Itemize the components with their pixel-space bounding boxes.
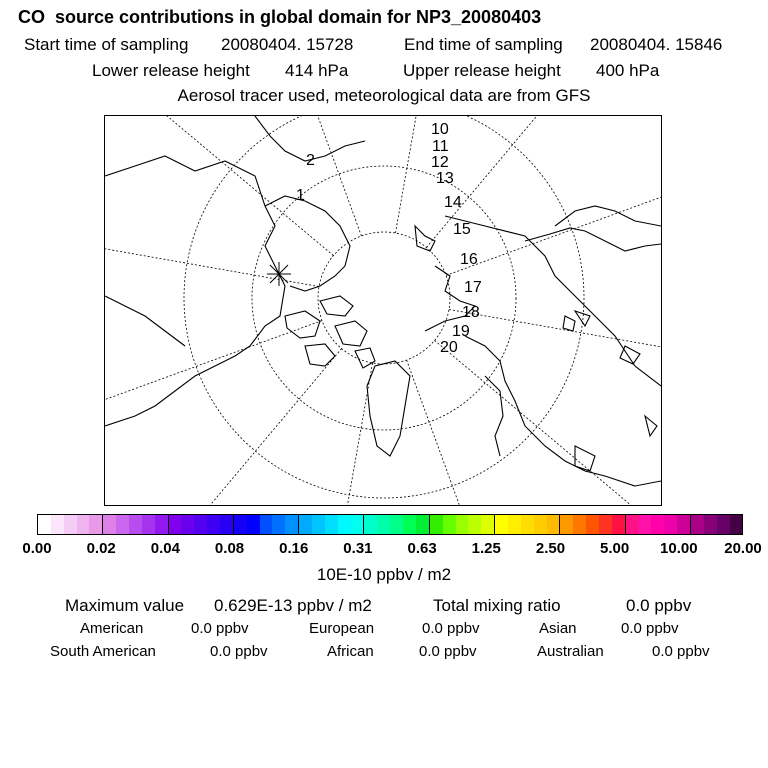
colorbar-swatch: [364, 515, 377, 534]
colorbar-swatch: [416, 515, 430, 534]
colorbar-swatch: [495, 515, 508, 534]
colorbar-swatch: [691, 515, 704, 534]
traj-label-10: 10: [431, 121, 449, 138]
colorbar-tick-label: 20.00: [724, 540, 762, 557]
colorbar-swatch: [430, 515, 443, 534]
tracer-note: Aerosol tracer used, meteorological data are from GFS: [177, 86, 591, 105]
traj-label-1: 1: [296, 187, 305, 204]
colorbar-swatch: [664, 515, 677, 534]
region-asian-value: 0.0 ppbv: [621, 620, 679, 637]
colorbar-swatch: [573, 515, 586, 534]
colorbar-swatch: [599, 515, 612, 534]
colorbar-swatch: [717, 515, 730, 534]
upper-height-value: 400 hPa: [596, 61, 660, 80]
meridian-line: [105, 321, 322, 504]
total-mixing-label: Total mixing ratio: [433, 596, 561, 615]
meridian-line: [105, 349, 342, 505]
region-australian-label: Australian: [537, 643, 604, 660]
colorbar-swatch: [51, 515, 64, 534]
lower-height-value: 414 hPa: [285, 61, 349, 80]
colorbar-tick-label: 0.04: [150, 540, 180, 557]
colorbar-tick-label: 1.25: [471, 540, 501, 557]
colorbar-swatch: [468, 515, 481, 534]
traj-label-13: 13: [436, 170, 454, 187]
colorbar-tick-label: 10.00: [660, 540, 698, 557]
colorbar-swatch: [338, 515, 351, 534]
colorbar-swatch: [285, 515, 299, 534]
colorbar-swatch: [299, 515, 312, 534]
colorbar-swatch: [443, 515, 456, 534]
colorbar-swatch: [481, 515, 495, 534]
colorbar-swatch: [325, 515, 338, 534]
region-american-label: American: [80, 620, 144, 637]
plot-title: CO source contributions in global domain for NP3_20080403: [18, 7, 542, 27]
colorbar-swatch: [508, 515, 521, 534]
end-time-label: End time of sampling: [404, 35, 563, 54]
colorbar-tick-label: 0.02: [86, 540, 116, 557]
meridian-line: [105, 116, 333, 256]
colorbar-swatch: [234, 515, 247, 534]
colorbar-units: 10E-10 ppbv / m2: [316, 565, 452, 584]
latitude-circles: [184, 116, 584, 498]
colorbar-swatch: [260, 515, 273, 534]
colorbar-swatch: [272, 515, 285, 534]
traj-label-2: 2: [306, 152, 315, 169]
meridian-line: [407, 360, 590, 505]
meridian-line: [105, 194, 319, 287]
meridian-line: [435, 340, 661, 505]
upper-height-label: Upper release height: [403, 61, 561, 80]
colorbar-swatch: [64, 515, 77, 534]
colorbar-swatch: [207, 515, 220, 534]
colorbar-swatch: [103, 515, 116, 534]
colorbar-swatch: [38, 515, 51, 534]
colorbar-swatch: [312, 515, 325, 534]
colorbar-swatch: [351, 515, 365, 534]
region-american-value: 0.0 ppbv: [191, 620, 249, 637]
colorbar-swatch: [77, 515, 90, 534]
release-star-icon: [267, 262, 291, 286]
colorbar-swatch: [403, 515, 416, 534]
traj-label-11: 11: [432, 138, 449, 155]
colorbar-swatch: [560, 515, 573, 534]
colorbar-tick-label: 0.00: [22, 540, 52, 557]
region-european-label: European: [309, 620, 375, 637]
colorbar-swatch: [586, 515, 599, 534]
lower-height-label: Lower release height: [92, 61, 250, 80]
colorbar-swatch: [456, 515, 469, 534]
colorbar-swatch: [116, 515, 129, 534]
max-value-label: Maximum value: [65, 596, 185, 615]
colorbar-swatch: [639, 515, 652, 534]
colorbar: [37, 514, 743, 535]
region-asian-label: Asian: [539, 620, 577, 637]
colorbar-swatch: [704, 515, 717, 534]
coastlines: [105, 116, 661, 486]
region-australian-value: 0.0 ppbv: [652, 643, 710, 660]
traj-label-20: 20: [440, 339, 458, 356]
traj-label-14: 14: [444, 194, 462, 211]
region-african-value: 0.0 ppbv: [419, 643, 477, 660]
colorbar-swatch: [247, 515, 260, 534]
end-time-value: 20080404. 15846: [590, 35, 723, 54]
region-european-value: 0.0 ppbv: [422, 620, 480, 637]
colorbar-swatch: [547, 515, 561, 534]
colorbar-tick-label: 0.16: [279, 540, 309, 557]
colorbar-swatch: [89, 515, 103, 534]
colorbar-swatch: [651, 515, 664, 534]
colorbar-swatch: [677, 515, 691, 534]
colorbar-tick-label: 0.31: [343, 540, 373, 557]
colorbar-swatch: [626, 515, 639, 534]
traj-label-18: 18: [462, 304, 480, 321]
colorbar-swatch: [730, 515, 743, 534]
region-south-american-label: South American: [50, 643, 156, 660]
colorbar-swatch: [142, 515, 155, 534]
meridian-line: [446, 116, 661, 275]
colorbar-swatch: [129, 515, 142, 534]
colorbar-swatch: [181, 515, 194, 534]
colorbar-swatch: [377, 515, 390, 534]
max-value: 0.629E-13 ppbv / m2: [214, 596, 372, 615]
start-time-value: 20080404. 15728: [221, 35, 354, 54]
region-south-american-value: 0.0 ppbv: [210, 643, 268, 660]
traj-label-12: 12: [431, 154, 449, 171]
traj-label-19: 19: [452, 323, 470, 340]
meridian-line: [449, 309, 661, 402]
colorbar-tick-label: 0.08: [214, 540, 245, 557]
meridians: [105, 116, 661, 505]
traj-label-15: 15: [453, 221, 471, 238]
meridian-line: [280, 363, 373, 505]
start-time-label: Start time of sampling: [24, 35, 189, 54]
traj-label-16: 16: [460, 251, 478, 268]
polar-map: [104, 115, 662, 506]
colorbar-swatch: [194, 515, 207, 534]
colorbar-tick-label: 0.63: [407, 540, 437, 557]
colorbar-swatch: [169, 515, 182, 534]
colorbar-swatch: [612, 515, 626, 534]
colorbar-swatch: [155, 515, 169, 534]
colorbar-swatch: [220, 515, 234, 534]
map-canvas: [105, 116, 661, 505]
colorbar-swatch: [534, 515, 547, 534]
region-african-label: African: [327, 643, 374, 660]
colorbar-tick-label: 5.00: [600, 540, 630, 557]
traj-label-17: 17: [464, 279, 482, 296]
colorbar-tick-label: 2.50: [535, 540, 566, 557]
total-mixing-value: 0.0 ppbv: [626, 596, 692, 615]
colorbar-swatch: [390, 515, 403, 534]
colorbar-swatch: [521, 515, 534, 534]
